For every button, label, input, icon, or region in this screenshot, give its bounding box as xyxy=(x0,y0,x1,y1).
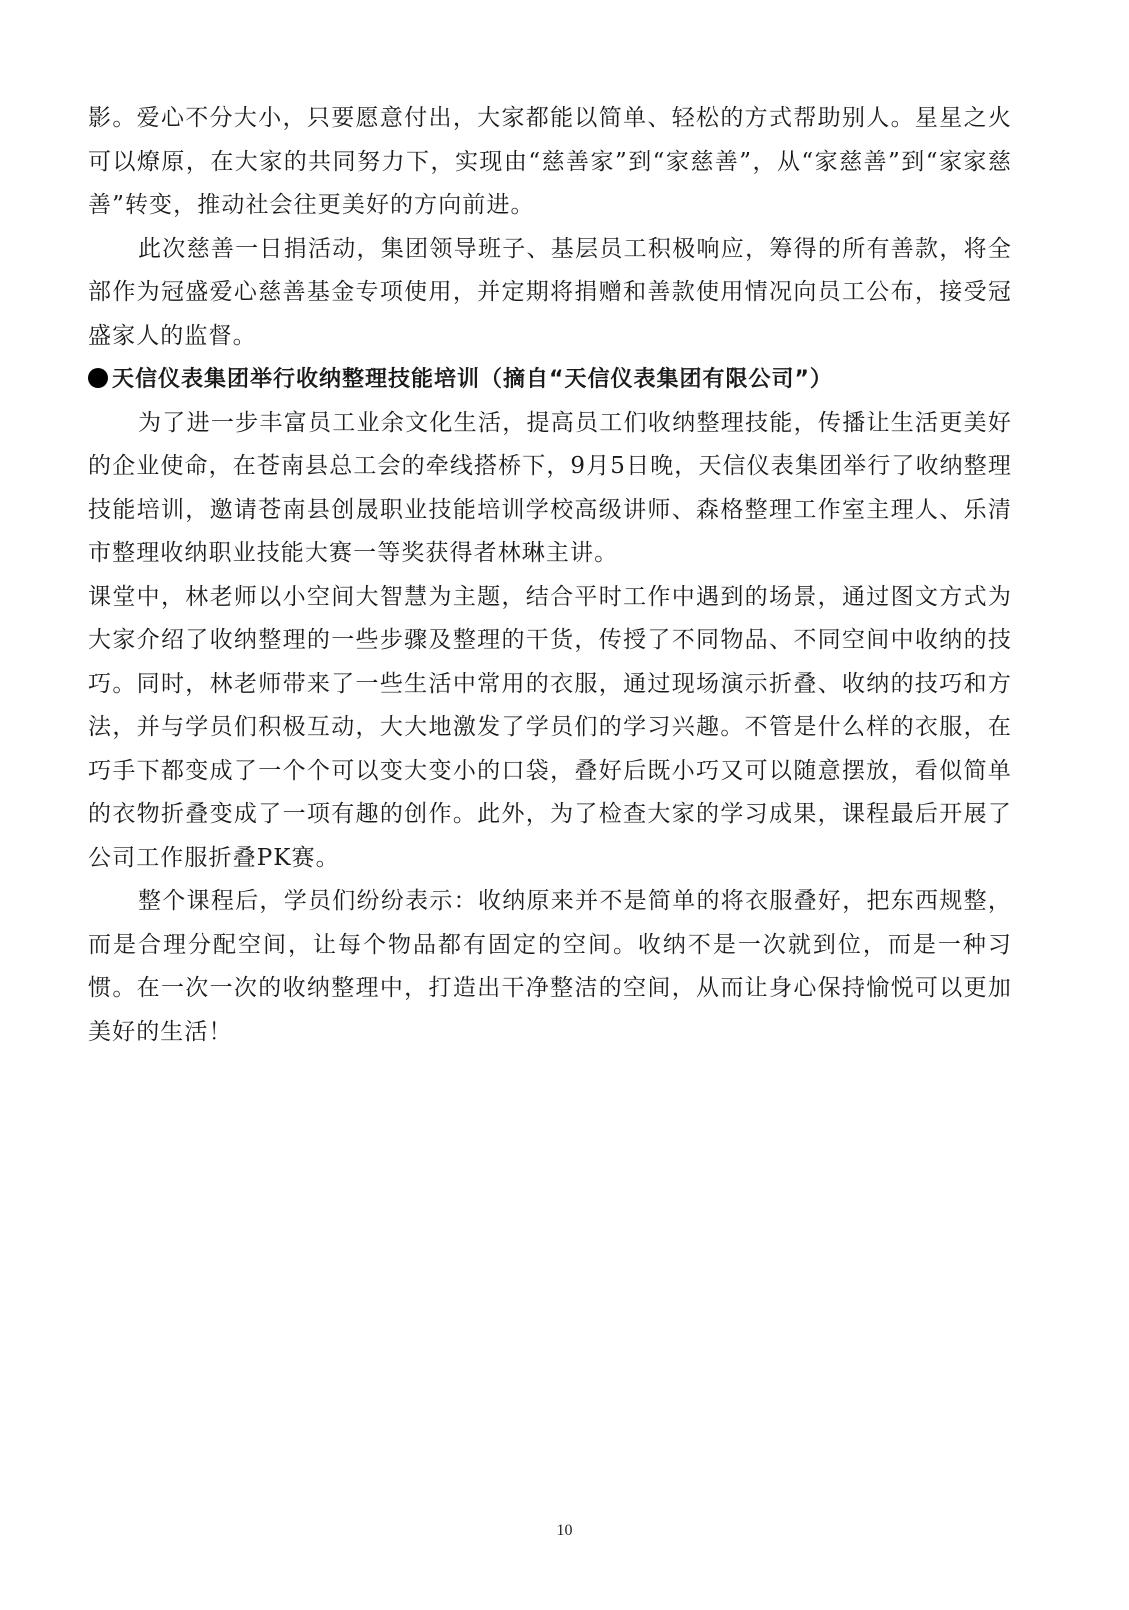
bullet-icon xyxy=(88,368,108,388)
donation-summary-paragraph: 此次慈善一日捐活动，集团领导班子、基层员工积极响应，筹得的所有善款，将全部作为冠盛爱心慈善基金专项使用，并定期将捐赠和善款使用情况向员工公布，接受冠盛家人的监督。 xyxy=(88,235,1012,349)
page-number: 10 xyxy=(556,1522,573,1539)
training-classroom-paragraph: 课堂中，林老师以小空间大智慧为主题，结合平时工作中遇到的场景，通过图文方式为大家介绍了收纳整理的一些步骤及整理的干货，传授了不同物品、不同空间中收纳的技巧。同时，林老师带来了一些生活中常用的衣服，通过现场演示折叠、收纳的技巧和方法，并与学员们积极互动，大大地激发了学员们的学习兴趣。不管是什么样的衣服，在巧手下都变成了一个个可以变大变小的口袋，叠好后既小巧又可以随意摆放，看似简单的衣物折叠变成了一项有趣的创作。此外，为了检查大家的学习成果，课程最后开展了公司工作服折叠PK赛。 xyxy=(88,583,1012,871)
page-content xyxy=(88,97,1012,1054)
section-heading xyxy=(88,358,1012,402)
training-intro-paragraph: 为了进一步丰富员工业余文化生活，提高员工们收纳整理技能，传播让生活更美好的企业使命，在苍南县总工会的牵线搭桥下，9月5日晚，天信仪表集团举行了收纳整理技能培训，邀请苍南县创晟职业技能培训学校高级讲师、森格整理工作室主理人、乐清市整理收纳职业技能大赛一等奖获得者林琳主讲。 xyxy=(88,409,1012,566)
training-feedback-paragraph: 整个课程后，学员们纷纷表示：收纳原来并不是简单的将衣服叠好，把东西规整，而是合理分配空间，让每个物品都有固定的空间。收纳不是一次就到位，而是一种习惯。在一次一次的收纳整理中，打造出干净整洁的空间，从而让身心保持愉悦可以更加美好的生活！ xyxy=(88,888,1012,1045)
continuation-paragraph: 影。爱心不分大小，只要愿意付出，大家都能以简单、轻松的方式帮助别人。星星之火可以燎原，在大家的共同努力下，实现由“慈善家”到“家慈善”，从“家慈善”到“家家慈善”转变，推动社会往更美好的方向前进。 xyxy=(88,105,1012,218)
section-heading-text: 天信仪表集团举行收纳整理技能培训（摘自“天信仪表集团有限公司”） xyxy=(112,367,833,392)
